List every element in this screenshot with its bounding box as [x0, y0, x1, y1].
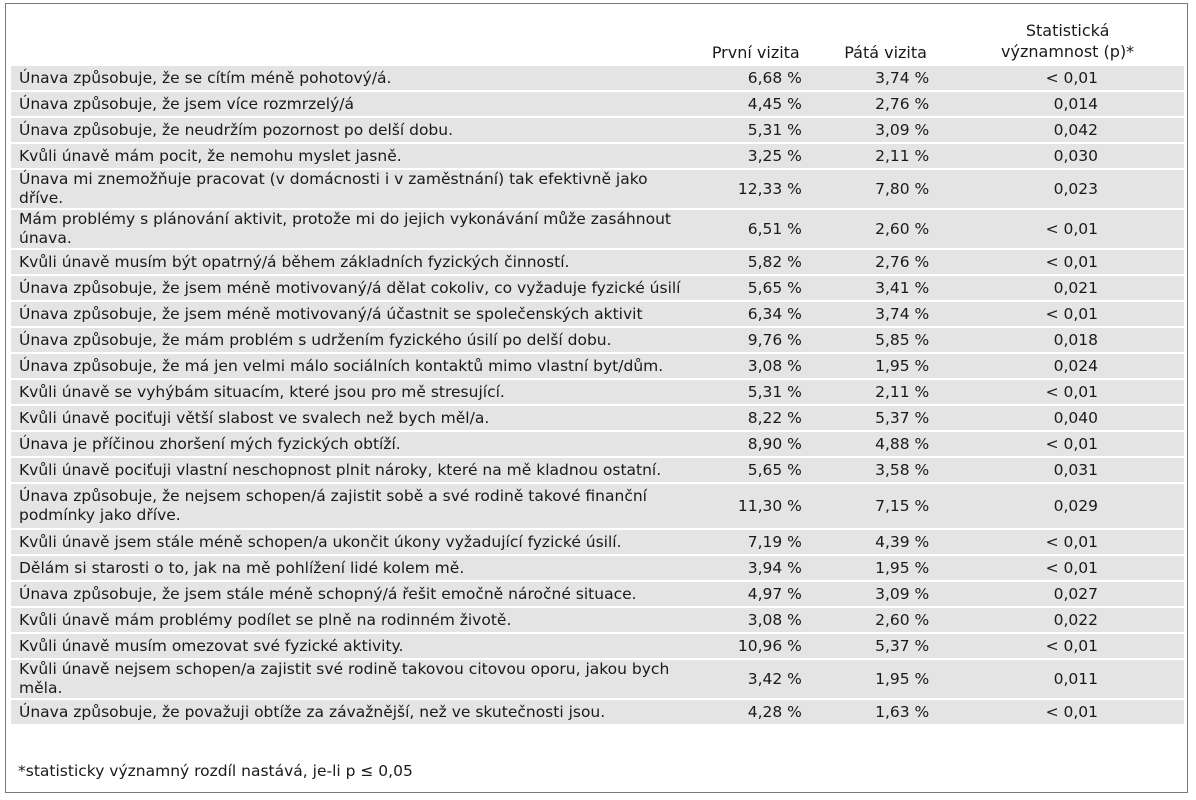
row-first-visit: 3,08 %	[692, 607, 820, 633]
row-first-visit: 10,96 %	[692, 633, 820, 659]
row-fifth-visit: 5,37 %	[820, 633, 951, 659]
row-label: Mám problémy s plánování aktivit, protože mi do jejich vykonávání může zasáhnout únava.	[11, 209, 692, 249]
row-p-value: < 0,01	[951, 249, 1184, 275]
row-p-value: < 0,01	[951, 633, 1184, 659]
row-p-value: 0,027	[951, 581, 1184, 607]
row-p-value: 0,029	[951, 483, 1184, 529]
row-first-visit: 5,65 %	[692, 275, 820, 301]
header-significance-line1: Statistická	[1025, 21, 1110, 40]
row-fifth-visit: 3,74 %	[820, 65, 951, 91]
table-row	[11, 483, 1184, 529]
footnote: *statisticky významný rozdíl nastává, je-li p ≤ 0,05	[18, 762, 413, 780]
row-fifth-visit: 7,80 %	[820, 169, 951, 209]
table-row	[11, 301, 1184, 327]
row-fifth-visit: 2,60 %	[820, 607, 951, 633]
table-row	[11, 659, 1184, 699]
table-row	[11, 209, 1184, 249]
row-first-visit: 5,82 %	[692, 249, 820, 275]
table-row	[11, 249, 1184, 275]
row-label: Únava způsobuje, že považuji obtíže za závažnější, než ve skutečnosti jsou.	[11, 699, 692, 724]
row-label: Únava způsobuje, že se cítím méně pohotový/á.	[11, 65, 692, 91]
row-p-value: 0,014	[951, 91, 1184, 117]
row-first-visit: 6,34 %	[692, 301, 820, 327]
row-p-value: 0,031	[951, 457, 1184, 483]
row-first-visit: 3,42 %	[692, 659, 820, 699]
row-first-visit: 4,97 %	[692, 581, 820, 607]
row-p-value: 0,030	[951, 143, 1184, 169]
table-row	[11, 353, 1184, 379]
row-label: Kvůli únavě pociťuji větší slabost ve svalech než bych měl/a.	[11, 405, 692, 431]
table-row	[11, 607, 1184, 633]
row-p-value: 0,022	[951, 607, 1184, 633]
header-fifth-visit-label: Pátá vizita	[844, 43, 927, 62]
row-first-visit: 3,25 %	[692, 143, 820, 169]
row-label: Únava způsobuje, že má jen velmi málo sociálních kontaktů mimo vlastní byt/dům.	[11, 353, 692, 379]
fatigue-table	[11, 10, 1184, 724]
table-row	[11, 143, 1184, 169]
row-label: Únava způsobuje, že mám problém s udržením fyzického úsilí po delší dobu.	[11, 327, 692, 353]
table-row	[11, 555, 1184, 581]
row-p-value: 0,021	[951, 275, 1184, 301]
table-row	[11, 275, 1184, 301]
row-first-visit: 3,08 %	[692, 353, 820, 379]
table-row	[11, 65, 1184, 91]
row-p-value: 0,040	[951, 405, 1184, 431]
row-label: Kvůli únavě mám problémy podílet se plně na rodinném životě.	[11, 607, 692, 633]
row-label: Únava způsobuje, že jsem stále méně schopný/á řešit emočně náročné situace.	[11, 581, 692, 607]
row-p-value: < 0,01	[951, 699, 1184, 724]
row-first-visit: 4,45 %	[692, 91, 820, 117]
row-fifth-visit: 5,85 %	[820, 327, 951, 353]
table-row	[11, 169, 1184, 209]
header-significance	[951, 10, 1184, 65]
row-p-value: 0,042	[951, 117, 1184, 143]
header-significance-line2: významnost (p)*	[1001, 42, 1135, 61]
table-row	[11, 379, 1184, 405]
row-first-visit: 3,94 %	[692, 555, 820, 581]
row-fifth-visit: 3,58 %	[820, 457, 951, 483]
row-fifth-visit: 1,63 %	[820, 699, 951, 724]
row-p-value: 0,024	[951, 353, 1184, 379]
row-p-value: < 0,01	[951, 379, 1184, 405]
table-row	[11, 581, 1184, 607]
row-label: Dělám si starosti o to, jak na mě pohlížení lidé kolem mě.	[11, 555, 692, 581]
row-p-value: < 0,01	[951, 301, 1184, 327]
row-fifth-visit: 4,88 %	[820, 431, 951, 457]
row-fifth-visit: 3,09 %	[820, 581, 951, 607]
row-first-visit: 11,30 %	[692, 483, 820, 529]
row-first-visit: 5,65 %	[692, 457, 820, 483]
row-p-value: < 0,01	[951, 65, 1184, 91]
row-label: Únava způsobuje, že jsem méně motivovaný/á účastnit se společenských aktivit	[11, 301, 692, 327]
row-p-value: 0,011	[951, 659, 1184, 699]
row-fifth-visit: 7,15 %	[820, 483, 951, 529]
row-fifth-visit: 4,39 %	[820, 529, 951, 555]
table-row	[11, 327, 1184, 353]
row-first-visit: 4,28 %	[692, 699, 820, 724]
row-first-visit: 9,76 %	[692, 327, 820, 353]
row-label: Únava je příčinou zhoršení mých fyzických obtíží.	[11, 431, 692, 457]
row-fifth-visit: 5,37 %	[820, 405, 951, 431]
row-first-visit: 8,22 %	[692, 405, 820, 431]
row-label: Kvůli únavě mám pocit, že nemohu myslet jasně.	[11, 143, 692, 169]
header-first-visit-label: První vizita	[711, 43, 800, 62]
table-row	[11, 457, 1184, 483]
table-row	[11, 91, 1184, 117]
row-fifth-visit: 2,76 %	[820, 249, 951, 275]
table-header-row	[11, 10, 1184, 65]
row-label: Únava mi znemožňuje pracovat (v domácnosti i v zaměstnání) tak efektivně jako dříve.	[11, 169, 692, 209]
row-first-visit: 12,33 %	[692, 169, 820, 209]
row-first-visit: 5,31 %	[692, 379, 820, 405]
row-fifth-visit: 3,74 %	[820, 301, 951, 327]
row-p-value: < 0,01	[951, 529, 1184, 555]
row-label: Únava způsobuje, že jsem více rozmrzelý/á	[11, 91, 692, 117]
row-label: Únava způsobuje, že jsem méně motivovaný/á dělat cokoliv, co vyžaduje fyzické úsilí	[11, 275, 692, 301]
row-label: Kvůli únavě pociťuji vlastní neschopnost plnit nároky, které na mě kladnou ostatní.	[11, 457, 692, 483]
table-row	[11, 699, 1184, 724]
row-first-visit: 7,19 %	[692, 529, 820, 555]
row-label: Únava způsobuje, že nejsem schopen/á zajistit sobě a své rodině takové finanční podmínky jako dříve.	[11, 483, 692, 529]
row-label: Kvůli únavě jsem stále méně schopen/a ukončit úkony vyžadující fyzické úsilí.	[11, 529, 692, 555]
table-row	[11, 633, 1184, 659]
row-fifth-visit: 3,41 %	[820, 275, 951, 301]
row-p-value: 0,023	[951, 169, 1184, 209]
table-row	[11, 431, 1184, 457]
row-fifth-visit: 2,60 %	[820, 209, 951, 249]
row-fifth-visit: 2,11 %	[820, 379, 951, 405]
row-first-visit: 5,31 %	[692, 117, 820, 143]
table-row	[11, 117, 1184, 143]
row-label: Kvůli únavě musím být opatrný/á během základních fyzických činností.	[11, 249, 692, 275]
row-fifth-visit: 3,09 %	[820, 117, 951, 143]
row-first-visit: 6,68 %	[692, 65, 820, 91]
header-fifth-visit	[820, 10, 951, 65]
row-fifth-visit: 2,11 %	[820, 143, 951, 169]
row-first-visit: 6,51 %	[692, 209, 820, 249]
row-label: Kvůli únavě musím omezovat své fyzické aktivity.	[11, 633, 692, 659]
row-fifth-visit: 1,95 %	[820, 353, 951, 379]
row-label: Únava způsobuje, že neudržím pozornost po delší dobu.	[11, 117, 692, 143]
row-first-visit: 8,90 %	[692, 431, 820, 457]
row-label: Kvůli únavě se vyhýbám situacím, které jsou pro mě stresující.	[11, 379, 692, 405]
header-item-column	[11, 10, 692, 65]
row-label: Kvůli únavě nejsem schopen/a zajistit své rodině takovou citovou oporu, jakou bych měla.	[11, 659, 692, 699]
row-fifth-visit: 1,95 %	[820, 555, 951, 581]
table-row	[11, 529, 1184, 555]
table-frame	[5, 3, 1188, 793]
table-row	[11, 405, 1184, 431]
header-first-visit	[692, 10, 820, 65]
row-p-value: 0,018	[951, 327, 1184, 353]
row-fifth-visit: 1,95 %	[820, 659, 951, 699]
row-p-value: < 0,01	[951, 431, 1184, 457]
table-body	[11, 65, 1184, 724]
row-fifth-visit: 2,76 %	[820, 91, 951, 117]
row-p-value: < 0,01	[951, 209, 1184, 249]
row-p-value: < 0,01	[951, 555, 1184, 581]
